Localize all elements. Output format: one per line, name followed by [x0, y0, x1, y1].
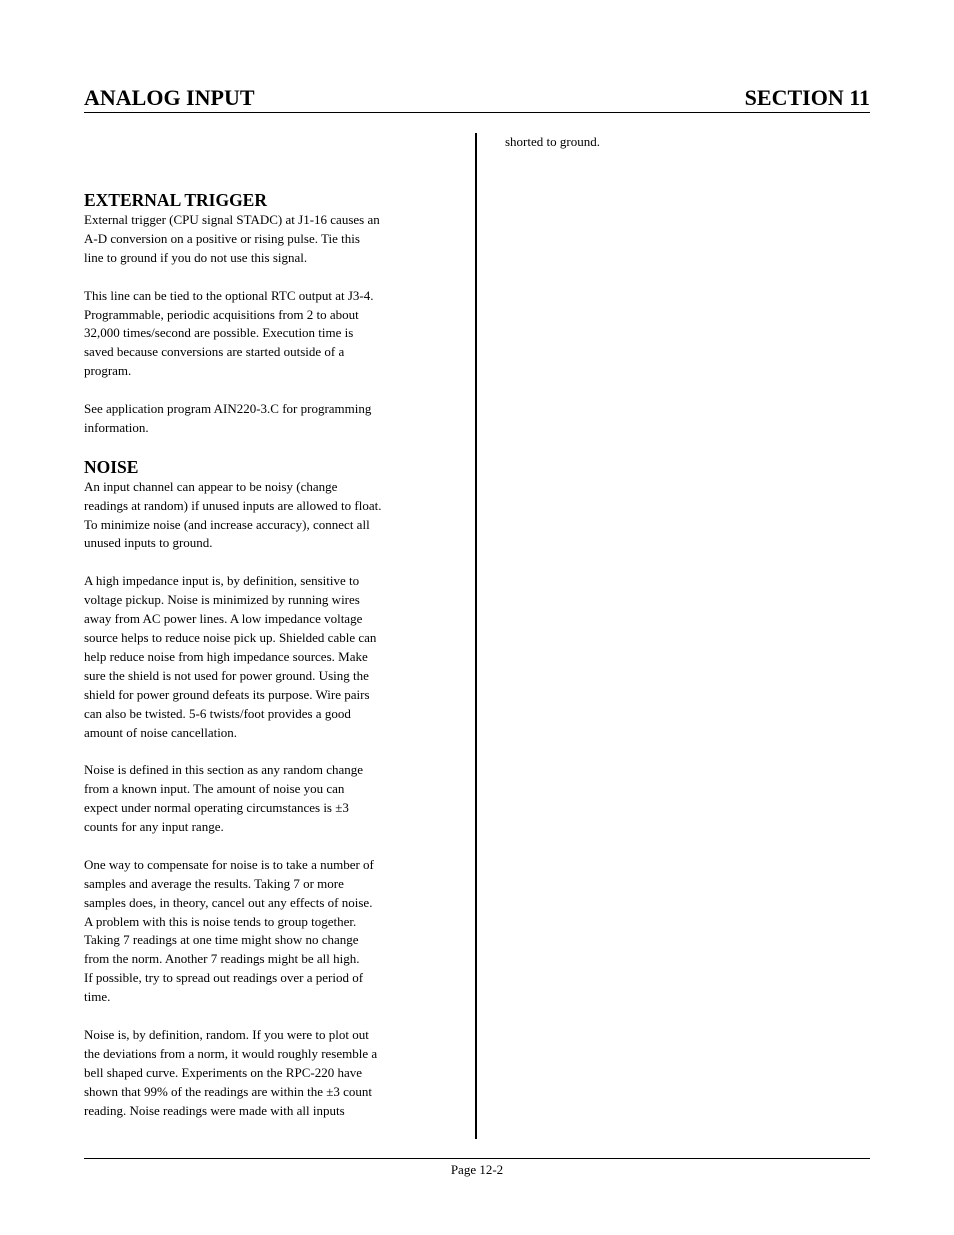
- paragraph: Noise is defined in this section as any random change from a known input. The amount of noise you can expect under normal operating circumstances is ±3 counts for any input range.: [84, 762, 364, 835]
- paragraph: shorted to ground.: [505, 134, 600, 149]
- section-external-trigger: [84, 190, 459, 438]
- paragraph: External trigger (CPU signal STADC) at J1-16 causes an A-D conversion on a positive or rising pulse. Tie this line to ground if you do not use this signal.: [84, 212, 380, 265]
- heading-noise: NOISE: [84, 456, 139, 477]
- column-divider: [475, 133, 477, 1139]
- paragraph: Noise is, by definition, random. If you were to plot out the deviations from a norm, it would roughly resemble a bell shaped curve. Experiments on the RPC-220 have shown that 99% of the readings are within the ±3 count reading. Noise readings were made with all inputs: [84, 1026, 378, 1118]
- left-column: [84, 190, 459, 1139]
- paragraph: See application program AIN220-3.C for programming information.: [84, 401, 372, 435]
- paragraph: This line can be tied to the optional RTC output at J3-4. Programmable, periodic acquisitions from 2 to about 32,000 times/second are possible. Execution time is saved because conversions are started outside of a program.: [84, 287, 374, 379]
- section-noise: [84, 457, 459, 1121]
- heading-external-trigger: EXTERNAL TRIGGER: [84, 190, 267, 210]
- paragraph: An input channel can appear to be noisy (change readings at random) if unused inputs are allowed to float. To minimize noise (and increase accuracy), connect all unused inputs to ground.: [84, 478, 382, 551]
- header-rule: [84, 112, 870, 113]
- paragraph: A high impedance input is, by definition, sensitive to voltage pickup. Noise is minimized by running wires away from AC power lines. A low impedance voltage source helps to reduce noise pick up. Shielded cable can help reduce noise from high impedance sources. Make sure the shield is not used for power ground. Using the shield for power ground defeats its purpose. Wire pairs can also be twisted. 5-6 twists/foot provides a good amount of noise cancellation.: [84, 573, 377, 740]
- footer-rule: [84, 1158, 870, 1159]
- paragraph: One way to compensate for noise is to take a number of samples and average the results. Taking 7 or more samples does, in theory, cancel out any effects of noise. A problem with this is noise tends to group together. Taking 7 readings at one time might show no change from the norm. Another 7 readings might be all high. If possible, try to spread out readings over a period of time.: [84, 856, 374, 1005]
- document-title: ANALOG INPUT: [84, 85, 255, 110]
- section-label: SECTION 11: [744, 85, 870, 110]
- right-column: [505, 133, 870, 171]
- page-number: Page 12-2: [450, 1162, 504, 1177]
